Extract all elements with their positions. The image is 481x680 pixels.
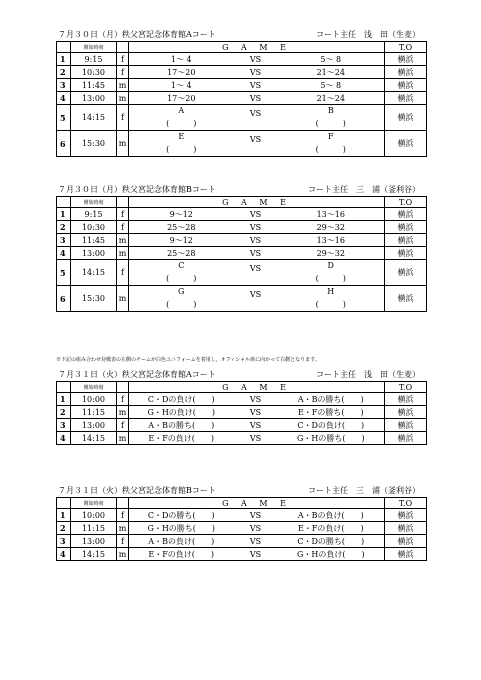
table-row (57, 79, 427, 92)
table-header-row (57, 498, 427, 509)
left-team: 25～28 (129, 221, 234, 234)
right-team: A・Bの勝ち( ) (278, 393, 385, 406)
left-team: 25～28 (129, 247, 234, 260)
table-officials: 横浜 (385, 221, 427, 234)
match-number: 1 (57, 208, 71, 221)
table-officials: 横浜 (385, 419, 427, 432)
sex-category: m (117, 548, 129, 561)
header-sex (117, 382, 129, 393)
match-number: 4 (57, 92, 71, 105)
uniform-note: ※下記の組み合わせ対戦表の左側のチームが白色ユニフォームを着用し，オフィシャル席に向かって右側となります。 (56, 357, 320, 363)
right-team: G・Hの負け( ) (278, 548, 385, 561)
vs-label: VS (234, 419, 278, 432)
vs-label (234, 286, 278, 312)
match-number: 1 (57, 393, 71, 406)
right-team (278, 105, 385, 131)
left-team: C・Dの勝ち( ) (129, 509, 234, 522)
right-team: C・Dの勝ち( ) (278, 535, 385, 548)
table-row (57, 105, 427, 131)
sex-category: f (117, 105, 129, 131)
vs-label: VS (234, 548, 278, 561)
table-row (57, 419, 427, 432)
header-start-time: 開始時刻 (71, 498, 117, 509)
right-team: E・Fの負け( ) (278, 522, 385, 535)
table-row (57, 548, 427, 561)
header-sex (117, 498, 129, 509)
schedule-table (56, 497, 427, 561)
start-time: 11:45 (71, 79, 117, 92)
sex-category: m (117, 522, 129, 535)
match-number: 4 (57, 548, 71, 561)
vs-label: VS (234, 234, 278, 247)
right-team (278, 286, 385, 312)
left-team: C・Dの負け( ) (129, 393, 234, 406)
table-officials: 横浜 (385, 548, 427, 561)
sex-category: f (117, 221, 129, 234)
right-team: G・Hの勝ち( ) (278, 432, 385, 445)
vs-label: VS (234, 66, 278, 79)
table-row (57, 131, 427, 157)
sex-category: f (117, 509, 129, 522)
vs-label (234, 260, 278, 286)
right-team-label: D (327, 261, 334, 271)
header-sex (117, 42, 129, 53)
schedule-table (56, 41, 427, 157)
left-team: G・Hの勝ち( ) (129, 522, 234, 535)
table-officials: 横浜 (385, 53, 427, 66)
sex-category: f (117, 208, 129, 221)
sex-category: m (117, 247, 129, 260)
sex-category: f (117, 66, 129, 79)
table-officials: 横浜 (385, 393, 427, 406)
sex-category: m (117, 286, 129, 312)
right-team (278, 131, 385, 157)
header-sex (117, 197, 129, 208)
start-time: 13:00 (71, 92, 117, 105)
start-time: 10:30 (71, 221, 117, 234)
section-title: ７月３１日（火）秩父宮記念体育館Aコート (58, 370, 216, 379)
left-team-blank: ( ) (166, 118, 197, 128)
left-team (129, 105, 234, 131)
table-officials: 横浜 (385, 92, 427, 105)
sex-category: f (117, 419, 129, 432)
right-team-label: H (327, 287, 335, 297)
start-time: 10:30 (71, 66, 117, 79)
table-row (57, 66, 427, 79)
match-number: 1 (57, 509, 71, 522)
sex-category: f (117, 393, 129, 406)
start-time: 9:15 (71, 53, 117, 66)
vs-label: VS (234, 92, 278, 105)
vs-label (234, 105, 278, 131)
header-no (57, 197, 71, 208)
vs-label: VS (234, 509, 278, 522)
vs-text: VS (249, 264, 262, 273)
vs-label (234, 131, 278, 157)
table-row (57, 260, 427, 286)
left-team: 17～20 (129, 92, 234, 105)
section-header (56, 368, 426, 381)
start-time: 13:00 (71, 535, 117, 548)
sex-category: m (117, 79, 129, 92)
left-team-label: G (178, 287, 185, 297)
table-officials: 横浜 (385, 522, 427, 535)
header-to: T.O (385, 197, 427, 208)
vs-label: VS (234, 53, 278, 66)
vs-label: VS (234, 432, 278, 445)
match-number: 4 (57, 247, 71, 260)
table-header-row (57, 42, 427, 53)
left-team-label: A (178, 106, 185, 116)
left-team (129, 260, 234, 286)
schedule-section-0 (56, 28, 426, 157)
header-game: G A M E (129, 382, 385, 393)
start-time: 15:30 (71, 286, 117, 312)
left-team (129, 131, 234, 157)
section-header (56, 183, 426, 196)
vs-text: VS (249, 109, 262, 118)
left-team-label: E (178, 132, 185, 142)
header-game: G A M E (129, 197, 385, 208)
start-time: 9:15 (71, 208, 117, 221)
court-supervisor: コート主任 浅 田（生麦） (316, 30, 420, 39)
start-time: 11:15 (71, 522, 117, 535)
table-header-row (57, 382, 427, 393)
start-time: 11:15 (71, 406, 117, 419)
section-title: ７月３０日（月）秩父宮記念体育館Bコート (58, 185, 216, 194)
left-team: 1～ 4 (129, 79, 234, 92)
match-number: 4 (57, 432, 71, 445)
match-number: 6 (57, 131, 71, 157)
sex-category: m (117, 234, 129, 247)
start-time: 14:15 (71, 105, 117, 131)
start-time: 14:15 (71, 432, 117, 445)
left-team (129, 286, 234, 312)
left-team: G・Hの負け( ) (129, 406, 234, 419)
left-team: 9～12 (129, 234, 234, 247)
right-team: 5～ 8 (278, 79, 385, 92)
right-team: A・Bの負け( ) (278, 509, 385, 522)
vs-text: VS (249, 290, 262, 299)
match-number: 3 (57, 535, 71, 548)
match-number: 5 (57, 260, 71, 286)
match-number: 3 (57, 234, 71, 247)
sex-category: f (117, 260, 129, 286)
right-team: E・Fの勝ち( ) (278, 406, 385, 419)
match-number: 3 (57, 419, 71, 432)
match-number: 2 (57, 522, 71, 535)
vs-label: VS (234, 221, 278, 234)
vs-label: VS (234, 208, 278, 221)
match-number: 2 (57, 66, 71, 79)
left-team: E・Fの負け( ) (129, 548, 234, 561)
vs-label: VS (234, 393, 278, 406)
header-to: T.O (385, 42, 427, 53)
left-team: 17～20 (129, 66, 234, 79)
header-start-time: 開始時刻 (71, 382, 117, 393)
vs-label: VS (234, 535, 278, 548)
start-time: 10:00 (71, 393, 117, 406)
header-no (57, 382, 71, 393)
table-row (57, 221, 427, 234)
table-officials: 横浜 (385, 509, 427, 522)
schedule-section-2 (56, 368, 426, 445)
schedule-table (56, 381, 427, 445)
vs-label: VS (234, 79, 278, 92)
match-number: 2 (57, 406, 71, 419)
table-row (57, 535, 427, 548)
header-game: G A M E (129, 42, 385, 53)
right-team (278, 260, 385, 286)
right-team-blank: ( ) (315, 118, 346, 128)
header-to: T.O (385, 498, 427, 509)
right-team: C・Dの負け( ) (278, 419, 385, 432)
table-officials: 横浜 (385, 208, 427, 221)
vs-label: VS (234, 247, 278, 260)
sex-category: m (117, 92, 129, 105)
start-time: 10:00 (71, 509, 117, 522)
table-officials: 横浜 (385, 234, 427, 247)
sex-category: m (117, 131, 129, 157)
right-team: 13～16 (278, 208, 385, 221)
left-team: A・Bの負け( ) (129, 535, 234, 548)
table-officials: 横浜 (385, 79, 427, 92)
match-number: 2 (57, 221, 71, 234)
right-team-label: B (327, 106, 334, 116)
sex-category: m (117, 432, 129, 445)
vs-label: VS (234, 406, 278, 419)
section-header (56, 484, 426, 497)
table-row (57, 247, 427, 260)
right-team: 29～32 (278, 221, 385, 234)
section-title: ７月３１日（火）秩父宮記念体育館Bコート (58, 486, 216, 495)
table-row (57, 208, 427, 221)
match-number: 3 (57, 79, 71, 92)
left-team-label: C (178, 261, 185, 271)
schedule-section-1 (56, 183, 426, 312)
table-row (57, 286, 427, 312)
court-supervisor: コート主任 三 浦（釜利谷） (308, 185, 420, 194)
header-start-time: 開始時刻 (71, 197, 117, 208)
left-team-blank: ( ) (166, 273, 197, 283)
sex-category: f (117, 535, 129, 548)
right-team: 5～ 8 (278, 53, 385, 66)
table-officials: 横浜 (385, 406, 427, 419)
table-officials: 横浜 (385, 535, 427, 548)
left-team: 1～ 4 (129, 53, 234, 66)
table-officials: 横浜 (385, 286, 427, 312)
table-officials: 横浜 (385, 260, 427, 286)
header-game: G A M E (129, 498, 385, 509)
table-officials: 横浜 (385, 105, 427, 131)
schedule-section-3 (56, 484, 426, 561)
start-time: 15:30 (71, 131, 117, 157)
table-row (57, 522, 427, 535)
right-team: 21～24 (278, 92, 385, 105)
right-team-blank: ( ) (315, 299, 346, 309)
court-supervisor: コート主任 三 浦（釜利谷） (308, 486, 420, 495)
right-team-blank: ( ) (315, 273, 346, 283)
table-officials: 横浜 (385, 247, 427, 260)
right-team: 21～24 (278, 66, 385, 79)
header-no (57, 42, 71, 53)
start-time: 13:00 (71, 247, 117, 260)
court-supervisor: コート主任 浅 田（生麦） (316, 370, 420, 379)
sex-category: m (117, 406, 129, 419)
match-number: 5 (57, 105, 71, 131)
table-officials: 横浜 (385, 66, 427, 79)
left-team: 9～12 (129, 208, 234, 221)
table-row (57, 509, 427, 522)
left-team: E・Fの負け( ) (129, 432, 234, 445)
table-row (57, 432, 427, 445)
table-row (57, 53, 427, 66)
table-header-row (57, 197, 427, 208)
start-time: 14:15 (71, 548, 117, 561)
right-team: 13～16 (278, 234, 385, 247)
table-officials: 横浜 (385, 432, 427, 445)
match-number: 6 (57, 286, 71, 312)
table-row (57, 234, 427, 247)
section-header (56, 28, 426, 41)
left-team-blank: ( ) (166, 144, 197, 154)
sex-category: f (117, 53, 129, 66)
schedule-table (56, 196, 427, 312)
vs-text: VS (249, 135, 262, 144)
header-start-time: 開始時刻 (71, 42, 117, 53)
right-team: 29～32 (278, 247, 385, 260)
right-team-label: F (327, 132, 334, 142)
left-team-blank: ( ) (166, 299, 197, 309)
start-time: 13:00 (71, 419, 117, 432)
start-time: 11:45 (71, 234, 117, 247)
left-team: A・Bの勝ち( ) (129, 419, 234, 432)
right-team-blank: ( ) (315, 144, 346, 154)
table-row (57, 393, 427, 406)
start-time: 14:15 (71, 260, 117, 286)
table-row (57, 406, 427, 419)
header-no (57, 498, 71, 509)
header-to: T.O (385, 382, 427, 393)
table-row (57, 92, 427, 105)
section-title: ７月３０日（月）秩父宮記念体育館Aコート (58, 30, 216, 39)
vs-label: VS (234, 522, 278, 535)
table-officials: 横浜 (385, 131, 427, 157)
match-number: 1 (57, 53, 71, 66)
